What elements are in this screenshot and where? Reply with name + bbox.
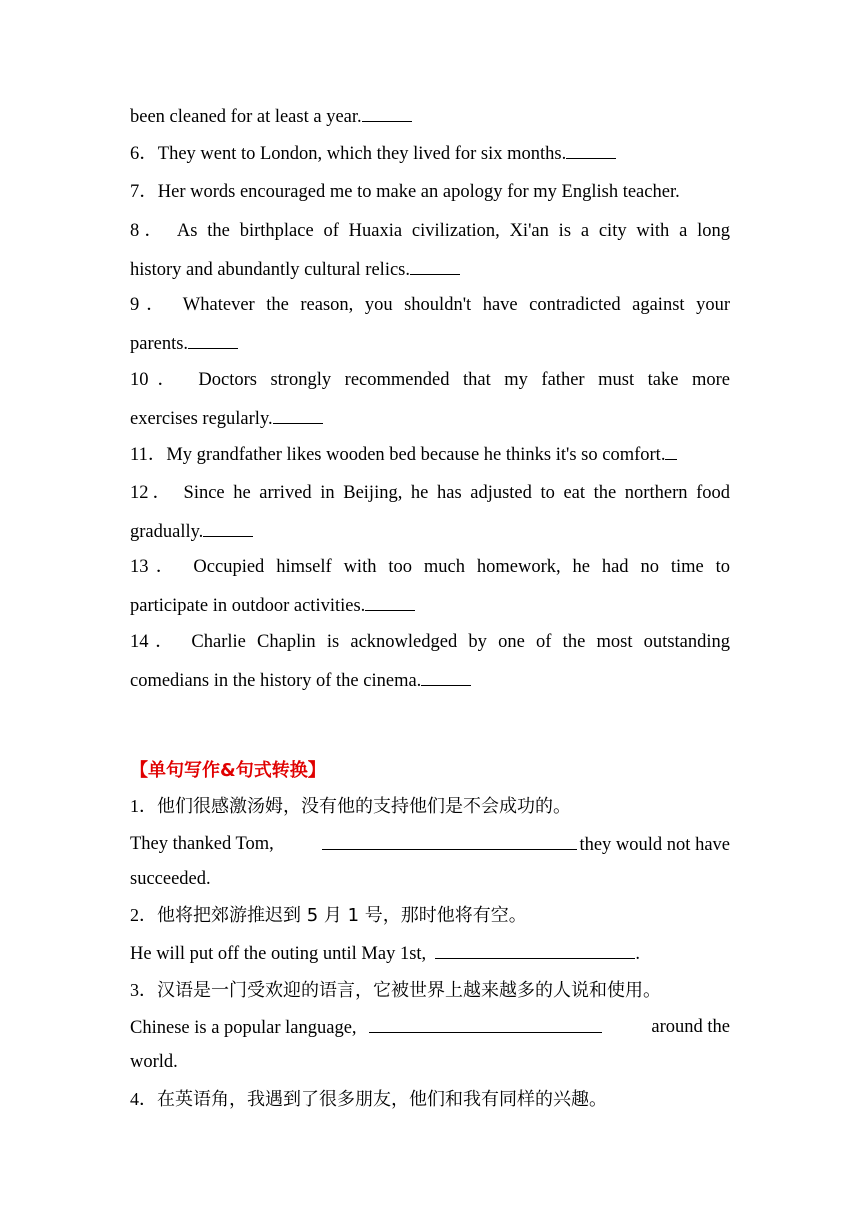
writing-item-4-chinese: 4．在英语角，我遇到了很多朋友，他们和我有同样的兴趣。	[130, 1089, 607, 1110]
error-item-12-line2: gradually.	[130, 516, 730, 546]
writing-item-3-chinese: 3．汉语是一门受欢迎的语言，它被世界上越来越多的人说和使用。	[130, 980, 661, 1001]
error-item-6: 6．They went to London, which they lived for six months.	[130, 138, 730, 168]
error-item-5-continued: been cleaned for at least a year.	[130, 101, 730, 131]
error-item-14-line2: comedians in the history of the cinema.	[130, 665, 730, 695]
answer-blank[interactable]	[203, 516, 253, 537]
error-item-9-line1: 9． Whatever the reason, you shouldn't have contradicted against your	[130, 295, 730, 315]
writing-item-1-english-line2: succeeded.	[130, 869, 211, 889]
error-item-9-line2: parents.	[130, 328, 730, 358]
error-item-10-line2: exercises regularly.	[130, 403, 730, 433]
answer-blank[interactable]	[273, 403, 323, 424]
section-heading: 【单句写作&句式转换】	[130, 760, 326, 781]
writing-item-1-chinese: 1．他们很感激汤姆，没有他的支持他们是不会成功的。	[130, 796, 571, 817]
answer-blank[interactable]	[665, 439, 677, 460]
error-item-8-line1: 8． As the birthplace of Huaxia civilization, Xi'an is a city with a long	[130, 221, 730, 241]
error-item-8-line2: history and abundantly cultural relics.	[130, 254, 730, 284]
answer-blank[interactable]	[365, 590, 415, 611]
writing-item-3-english: Chinese is a popular language, around the	[130, 1012, 730, 1042]
writing-item-3-english-line2: world.	[130, 1052, 178, 1072]
answer-blank[interactable]	[362, 101, 412, 122]
error-item-12-line1: 12． Since he arrived in Beijing, he has adjusted to eat the northern food	[130, 483, 730, 503]
error-item-7: 7．Her words encouraged me to make an apology for my English teacher.	[130, 182, 680, 202]
error-item-13-line2: participate in outdoor activities.	[130, 590, 730, 620]
writing-item-1-english: They thanked Tom, they would not have	[130, 829, 730, 859]
error-item-13-line1: 13． Occupied himself with too much homework, he had no time to	[130, 557, 730, 577]
error-item-10-line1: 10． Doctors strongly recommended that my father must take more	[130, 370, 730, 390]
answer-blank[interactable]	[435, 938, 635, 959]
writing-item-2-english: He will put off the outing until May 1st, .	[130, 938, 730, 968]
writing-item-2-chinese: 2．他将把郊游推迟到 5 月 1 号，那时他将有空。	[130, 905, 527, 926]
answer-blank[interactable]	[410, 254, 460, 275]
answer-blank[interactable]	[188, 328, 238, 349]
answer-blank[interactable]	[369, 1012, 602, 1033]
error-item-14-line1: 14． Charlie Chaplin is acknowledged by one of the most outstanding	[130, 632, 731, 652]
answer-blank[interactable]	[322, 829, 577, 850]
answer-blank[interactable]	[421, 665, 471, 686]
answer-blank[interactable]	[566, 138, 616, 159]
error-item-11: 11．My grandfather likes wooden bed because he thinks it's so comfort.	[130, 439, 730, 469]
